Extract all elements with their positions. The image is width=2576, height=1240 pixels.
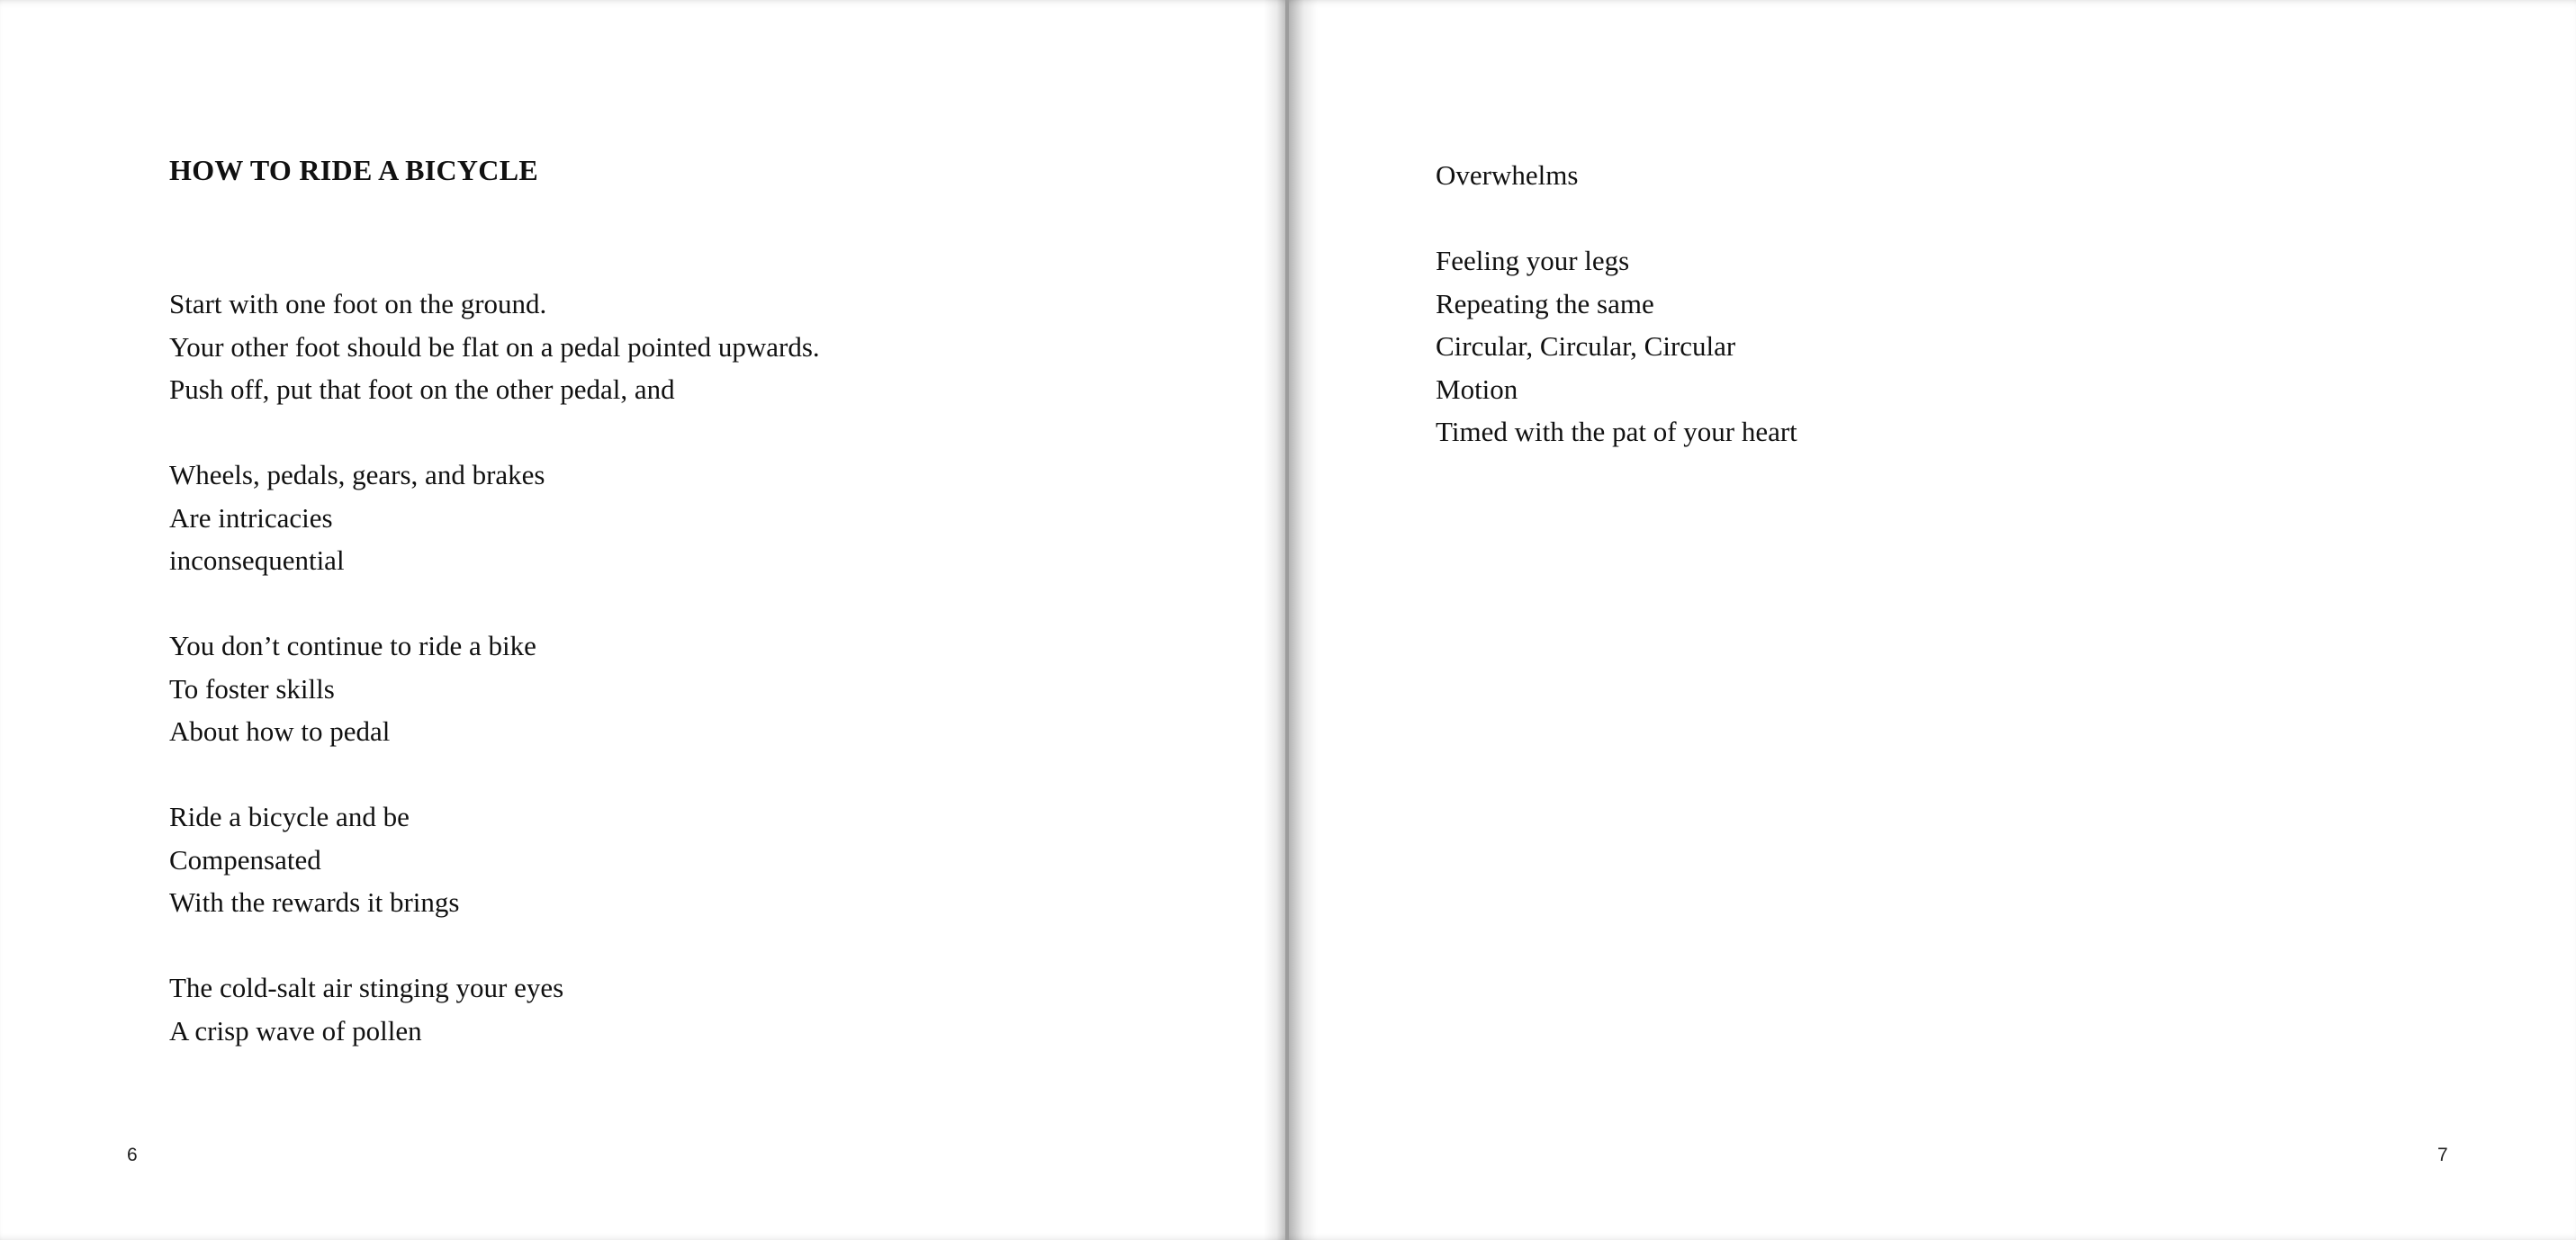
poem-line: Overwhelms: [1436, 159, 1579, 191]
poem-line: Wheels, pedals, gears, and brakes: [169, 459, 545, 490]
poem-line: inconsequential: [169, 544, 345, 576]
poem-line: Are intricacies: [169, 501, 333, 534]
poem-line: Your other foot should be flat on a pedal pointed upwards.: [169, 330, 820, 363]
left-page-body: [169, 283, 820, 1095]
right-page: [1287, 0, 2576, 1240]
stanza: [169, 624, 820, 753]
gutter-shadow: [1287, 0, 1318, 1240]
stanza: [169, 966, 820, 1052]
poem-line: Circular, Circular, Circular: [1436, 330, 1736, 362]
poem-line: Motion: [1436, 373, 1518, 405]
right-page-body: [1436, 154, 1797, 496]
poem-line: Repeating the same: [1436, 287, 1654, 319]
page-number: 7: [2437, 1145, 2448, 1165]
poem-title: HOW TO RIDE A BICYCLE: [169, 154, 538, 186]
page-number: 6: [127, 1145, 138, 1165]
poem-line: You don’t continue to ride a bike: [169, 630, 536, 661]
stanza: [1436, 154, 1797, 197]
poem-line: To foster skills: [169, 672, 335, 705]
poem-line: Feeling your legs: [1436, 245, 1630, 276]
poem-line: The cold-salt air stinging your eyes: [169, 972, 564, 1003]
poem-line: Timed with the pat of your heart: [1436, 416, 1797, 447]
poem-line: Compensated: [169, 843, 321, 876]
book-gutter: [1285, 0, 1289, 1240]
left-page: [0, 0, 1287, 1240]
stanza: [169, 454, 820, 582]
poem-line: Ride a bicycle and be: [169, 801, 410, 832]
poem-line: Push off, put that foot on the other pedal, and: [169, 373, 675, 405]
stanza: [1436, 239, 1797, 454]
poem-line: About how to pedal: [169, 715, 391, 747]
poem-line: Start with one foot on the ground.: [169, 288, 547, 319]
stanza: [169, 283, 820, 411]
poem-line: A crisp wave of pollen: [169, 1014, 422, 1047]
gutter-shadow: [1264, 0, 1287, 1240]
stanza: [169, 795, 820, 924]
poem-line: With the rewards it brings: [169, 886, 460, 918]
